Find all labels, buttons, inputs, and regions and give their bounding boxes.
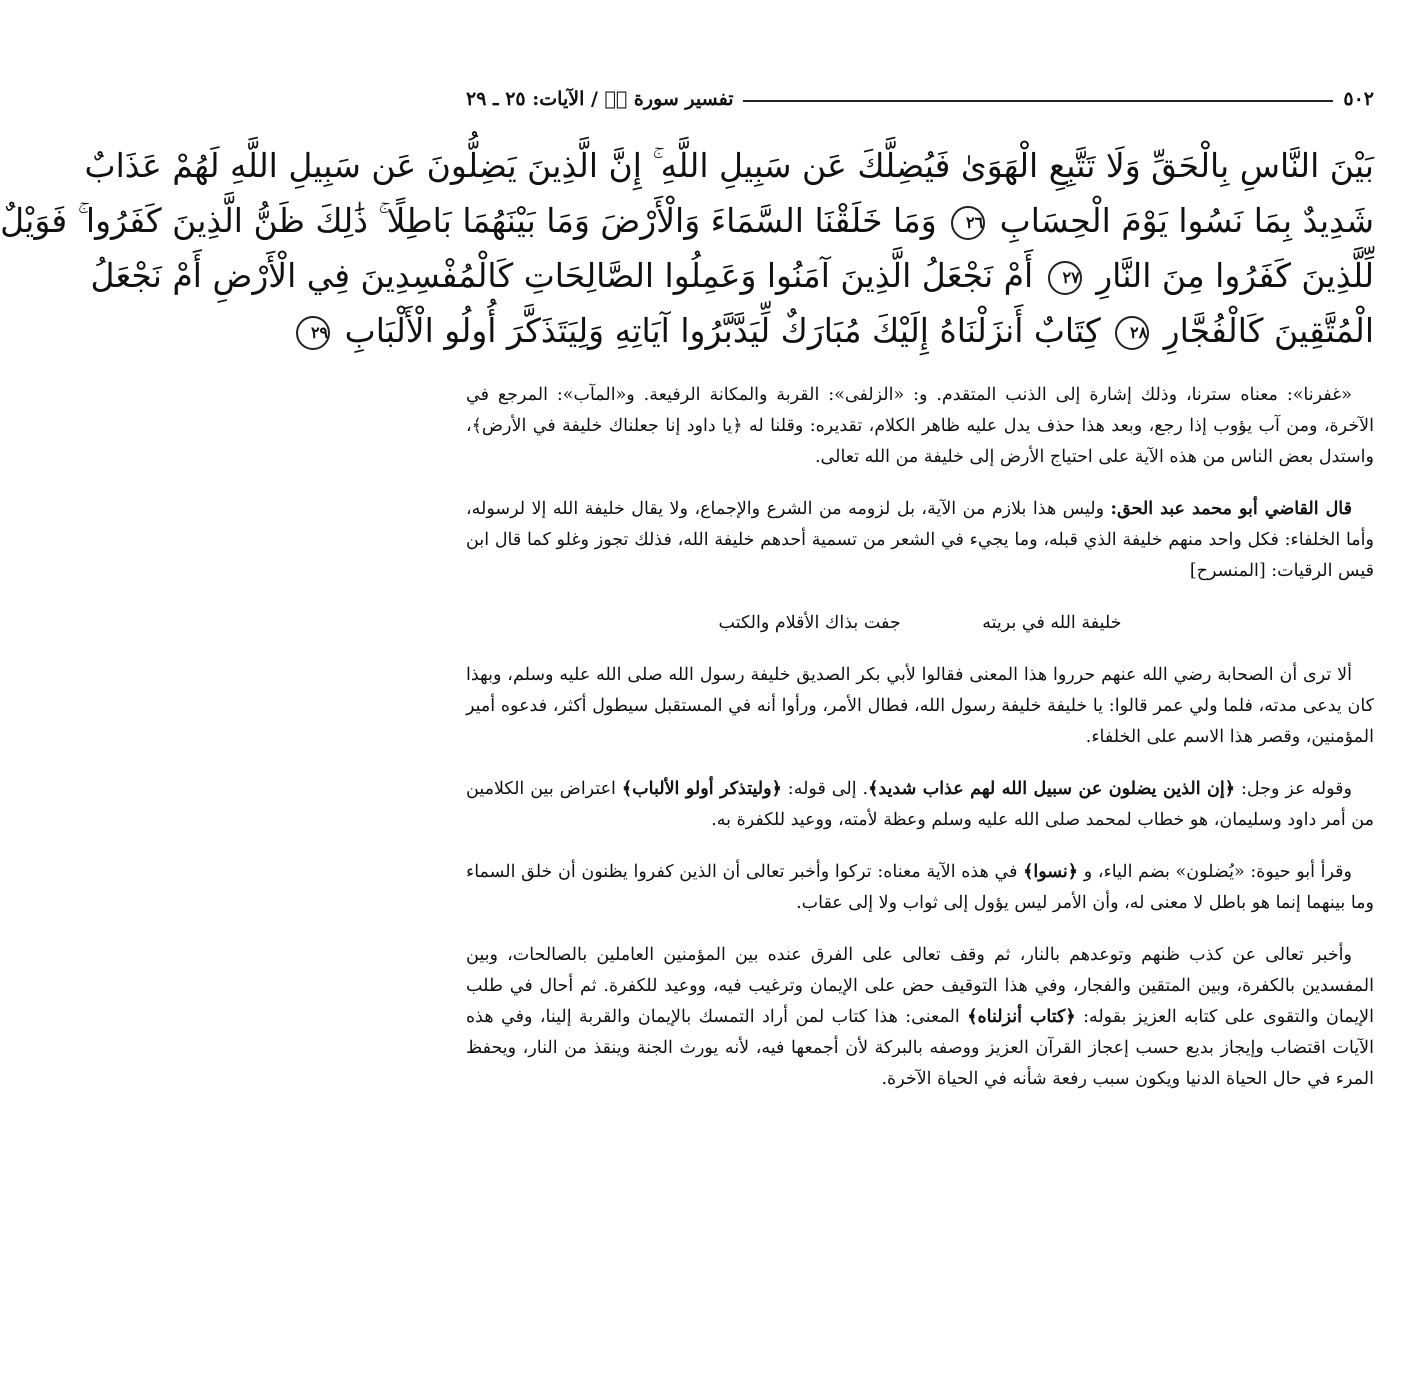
paragraph-4: وقوله عز وجل: ﴿إن الذين يضلون عن سبيل الله لهم عذاب شديد﴾. إلى قوله: ﴿وليتذكر أولو الألباب﴾ اعتراض بين الكلامين من أمر داود وسليمان، هو خطاب لمحمد صلى الله عليه وسلم وعظة لأمته، ووعيد للكفرة به. xyxy=(466,779,1374,830)
commentary-text xyxy=(466,380,1374,1116)
quote-ayah: ﴿كتاب أنزلناه﴾ xyxy=(967,1007,1076,1027)
quote-ayah: ﴿إن الذين يضلون عن سبيل الله لهم عذاب شديد﴾ xyxy=(868,779,1236,799)
page-number: ٥٠٢ xyxy=(1343,88,1374,110)
quran-line-4: الْمُتَّقِينَ كَالْفُجَّارِ ٢٨ كِتَابٌ أَنزَلْنَاهُ إِلَيْكَ مُبَارَكٌ لِّيَدَّبَّرُوا آيَاتِهِ وَلِيَتَذَكَّرَ أُولُو الْأَلْبَابِ ٢٩ xyxy=(466,303,1374,358)
quran-line-3: لِّلَّذِينَ كَفَرُوا مِنَ النَّارِ ٢٧ أَمْ نَجْعَلُ الَّذِينَ آمَنُوا وَعَمِلُوا الصَّالِحَاتِ كَالْمُفْسِدِينَ فِي الْأَرْضِ أَمْ نَجْعَلُ xyxy=(90,256,1374,295)
paragraph-5: وقرأ أبو حيوة: «يُضلون» بضم الياء، و ﴿نسوا﴾ في هذه الآية معناه: تركوا وأخبر تعالى أن الذين كفروا يظنون أن خلق السماء وما بينهما إنما هو باطل لا معنى له، وأن الأمر ليس يؤول إلى ثواب ولا إلى عقاب. xyxy=(466,862,1374,913)
poetry-verse xyxy=(466,608,1374,639)
paragraph-1: «غفرنا»: معناه سترنا، وذلك إشارة إلى الذنب المتقدم. و: «الزلفى»: القربة والمكانة الرفيعة. و«المآب»: المرجع في الآخرة، ومن آب يؤوب إذا رجع، وبعد هذا حذف يدل عليه ظاهر الكلام، تقديره: وقلنا له ﴿يا داود إنا جعلناك خليفة في الأرض﴾، واستدل بعض الناس من هذه الآية على احتياج الأرض إلى خليفة من الله تعالى. xyxy=(466,385,1374,467)
quote-ayah: ﴿نسوا﴾ xyxy=(1023,862,1079,882)
quote-ayah: ﴿وليتذكر أولو الألباب﴾ xyxy=(621,779,782,799)
paragraph-3: ألا ترى أن الصحابة رضي الله عنهم حرروا هذا المعنى فقالوا لأبي بكر الصديق خليفة رسول الله صلى الله عليه وسلم، وبهذا كان يدعى مدته، فلما ولي عمر قالوا: يا خليفة خليفة رسول الله، فطال الأمر، ورأوا أنه في المستقبل سيطول أكثر، فدعوه أمير المؤمنين، وقصر هذا الاسم على الخلفاء. xyxy=(466,665,1374,747)
paragraph-2: قال القاضي أبو محمد عبد الحق: وليس هذا بلازم من الآية، بل لزومه من الشرع والإجماع، ولا يقال خليفة الله إلا لرسوله، وأما الخلفاء: فكل واحد منهم خليفة الذي قبله، وما يجيء في الشعر من تسمية أحدهم خليفة الله، فذلك تجوز وغلو كما قال ابن قيس الرقيات: [المنسرح] xyxy=(466,499,1374,581)
quran-verses xyxy=(0,138,1374,358)
verse-first-hemistich: خليفة الله في بريته xyxy=(982,613,1122,633)
verse-marker-26: ٢٦ xyxy=(951,206,985,240)
quran-line-1: بَيْنَ النَّاسِ بِالْحَقِّ وَلَا تَتَّبِعِ الْهَوَىٰ فَيُضِلَّكَ عَن سَبِيلِ اللَّهِ ۚ إِنَّ الَّذِينَ يَضِلُّونَ عَن سَبِيلِ اللَّهِ لَهُمْ عَذَابٌ xyxy=(84,146,1374,185)
verse-second-hemistich: جفت بذاك الأقلام والكتب xyxy=(718,613,901,633)
verse-marker-29: ٢٩ xyxy=(296,316,330,350)
paragraph-6: وأخبر تعالى عن كذب ظنهم وتوعدهم بالنار، ثم وقف تعالى على الفرق عنده بين المؤمنين العاملين بالصالحات، وبين المفسدين بالكفرة، وبين المتقين والفجار، وفي هذا التوقيف حض على الإيمان وترغيب فيه، ووعيد للكفرة. ثم أحال في طلب الإيمان والتقوى على كتابه العزيز بقوله: ﴿كتاب أنزلناه﴾ المعنى: هذا كتاب لمن أراد التمسك بالإيمان والقربة إلينا، وفي هذه الآيات اقتضاب وإيجاز بديع حسب إعجاز القرآن العزيز ووصفه بالبركة لأن أجمعها فيه، لأنه يورث الجنة وينقذ من النار، ويحفظ المرء في حال الحياة الدنيا ويكون سبب رفعة شأنه في الحياة الآخرة. xyxy=(466,945,1374,1089)
header-rule xyxy=(743,100,1333,102)
verse-marker-28: ٢٨ xyxy=(1115,316,1149,350)
verse-marker-27: ٢٧ xyxy=(1048,261,1082,295)
author-citation: قال القاضي أبو محمد عبد الحق: xyxy=(1110,499,1352,519)
quran-line-2: شَدِيدٌ بِمَا نَسُوا يَوْمَ الْحِسَابِ ٢٦ وَمَا خَلَقْنَا السَّمَاءَ وَالْأَرْضَ وَمَا بَيْنَهُمَا بَاطِلًا ۚ ذَٰلِكَ ظَنُّ الَّذِينَ كَفَرُوا ۚ فَوَيْلٌ xyxy=(0,201,1374,240)
page-header xyxy=(466,80,1374,110)
header-title: تفسير سورة صۤ / الآيات: ٢٥ ـ ٢٩ xyxy=(466,88,734,110)
